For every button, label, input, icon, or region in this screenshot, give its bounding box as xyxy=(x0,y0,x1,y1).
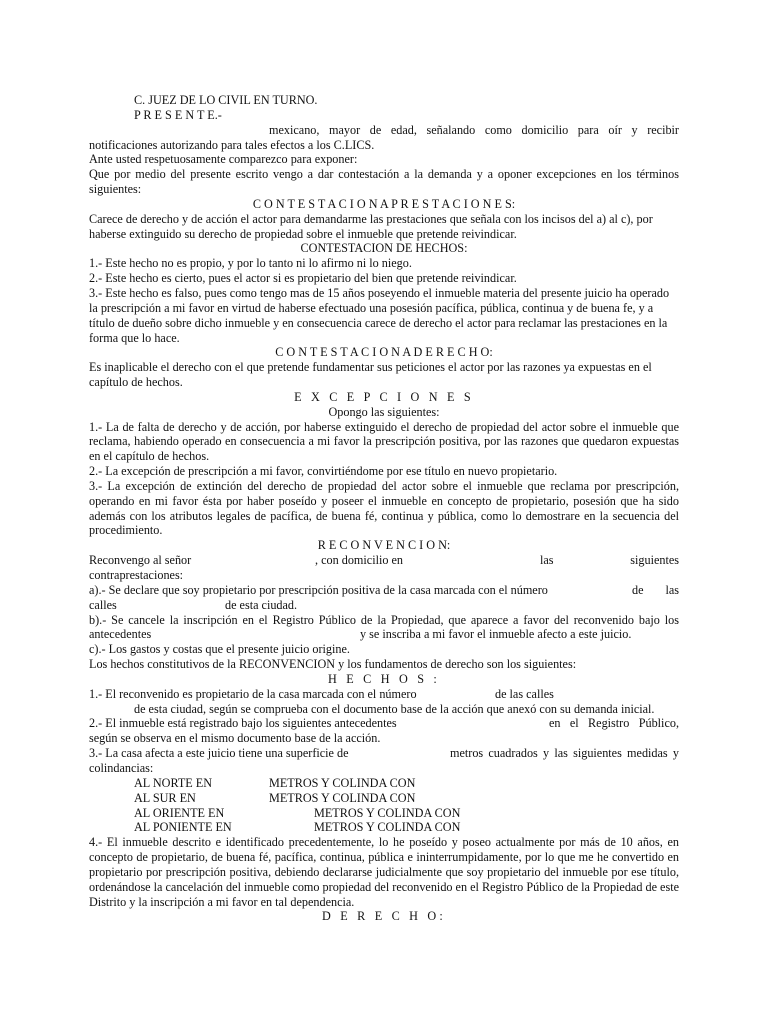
reconvencion-a-line xyxy=(89,583,679,598)
hecho2-3-line xyxy=(89,746,679,761)
hecho2-4: 4.- El inmueble descrito e identificado precedentemente, lo he poseído y poseo actualmente por más de 10 años, en concepto de propietario, de buena fé, pacífica, continua, pública e ininterrumpidamente, por lo que me he convertido en propietario por prescripción positiva, debiendo declararse judicialmente que soy propietario del inmueble por ese título, ordenándose la cancelación del inmueble como propiedad del reconvenido en el Registro Público de la Propiedad de este Distrito y la inscripción a mi favor en tal dependencia. xyxy=(89,835,679,909)
hecho2-2-line xyxy=(89,716,679,731)
hecho2-3-c: colindancias: xyxy=(89,760,154,775)
colindancia-poniente-label: AL PONIENTE EN xyxy=(134,820,232,835)
reconvencion-a-line-2 xyxy=(89,598,679,613)
presente: P R E S E N T E.- xyxy=(134,107,222,122)
hecho-2: 2.- Este hecho es cierto, pues el actor si es propietario del bien que pretende reivindicar. xyxy=(89,271,517,286)
rec-a-las: las xyxy=(665,582,679,597)
hecho2-1-line xyxy=(89,687,679,702)
reconvencion-b-line-2 xyxy=(89,627,679,642)
excepcion-2: 2.- La excepción de prescripción a mi favor, convirtiéndome por ese título en nuevo propietario. xyxy=(89,464,558,479)
derecho-text: Es inaplicable el derecho con el que pretende fundamentar sus peticiones el actor por las razones ya expuestas en el capítulo de hechos. xyxy=(89,360,652,390)
rec-b-inscriba: y se inscriba a mi favor el inmueble afecto a este juicio. xyxy=(360,627,632,642)
rec-a-de: de xyxy=(632,582,644,597)
rec-part-d: siguientes xyxy=(630,553,679,568)
hecho-1: 1.- Este hecho no es propio, y por lo tanto ni lo afirmo ni lo niego. xyxy=(89,256,412,271)
heading-hechos: H E C H O S : xyxy=(327,671,441,686)
document-page xyxy=(89,93,679,924)
colindancia-sur-value: METROS Y COLINDA CON xyxy=(269,790,416,805)
reconvencion-fundamentos: Los hechos constitutivos de la RECONVENCION y los fundamentos de derecho son los siguientes: xyxy=(89,657,577,672)
colindancia-poniente xyxy=(89,820,679,835)
intro-line-3: Ante usted respetuosamente comparezco para exponer: xyxy=(89,152,358,167)
heading-derecho: D E R E C H O: xyxy=(321,909,447,924)
intro-line-1: mexicano, mayor de edad, señalando como domicilio para oír y recibir xyxy=(269,122,679,137)
hecho2-2-b: en el Registro Público, xyxy=(549,716,679,731)
intro-paragraph: Que por medio del presente escrito vengo a dar contestación a la demanda y a oponer excepciones en los términos siguientes: xyxy=(89,167,679,197)
colindancia-sur xyxy=(89,791,679,806)
colindancia-norte-label: AL NORTE EN xyxy=(134,775,213,790)
hecho2-3-b: metros cuadrados y las siguientes medidas y xyxy=(450,746,679,761)
reconvencion-line-2: contraprestaciones: xyxy=(89,568,184,582)
colindancia-oriente-label: AL ORIENTE EN xyxy=(134,805,225,820)
colindancia-sur-label: AL SUR EN xyxy=(134,790,196,805)
reconvencion-b-line: b).- Se cancele la inscripción en el Registro Público de la Propiedad, que aparece a favor del reconvenido bajo los xyxy=(89,612,679,627)
hecho2-2-c: según se observa en el mismo documento base de la acción. xyxy=(89,731,381,746)
colindancia-norte xyxy=(89,776,679,791)
colindancia-oriente xyxy=(89,806,679,821)
hecho2-1-a: 1.- El reconvenido es propietario de la casa marcada con el número xyxy=(89,686,417,701)
heading-contestacion-derecho: C O N T E S T A C I O N A D E R E C H O: xyxy=(275,345,493,360)
excepciones-intro: Opongo las siguientes: xyxy=(328,404,440,419)
hecho2-3-a: 3.- La casa afecta a este juicio tiene una superficie de xyxy=(89,746,349,761)
colindancia-oriente-value: METROS Y COLINDA CON xyxy=(314,805,461,820)
rec-part-b: , con domicilio en xyxy=(315,553,404,568)
rec-a-calles: calles xyxy=(89,597,117,612)
hecho-3: 3.- Este hecho es falso, pues como tengo mas de 15 años poseyendo el inmueble materia del presente juicio ha operado la prescripción a mi favor en virtud de haberse efectuado una posesión pacífica, pública, continua y de buena fe, y a título de dueño sobre dicho inmueble y en consecuencia carece de derecho el actor para reclamar las prestaciones en la forma que lo hace. xyxy=(89,285,670,345)
excepcion-3: 3.- La excepción de extinción del derecho de propiedad del actor sobre el inmueble que reclama por prescripción, operando en mi favor ésta por haber poseído y poseer el inmueble en concepto de propietario, posesión que ha sido además con los atributos legales de pacífica, de buena fé, continua y pública, como lo demostrare en la secuencia del procedimiento. xyxy=(89,478,679,538)
reconvencion-line-1 xyxy=(89,553,679,568)
colindancia-norte-value: METROS Y COLINDA CON xyxy=(269,775,416,790)
heading-prestaciones: C O N T E S T A C I O N A P R E S T A C I O N E S: xyxy=(252,196,516,211)
hecho2-1-b: de las calles xyxy=(495,686,554,701)
rec-a-text: a).- Se declare que soy propietario por prescripción positiva de la casa marcada con el número xyxy=(89,582,548,597)
rec-b-antecedentes: antecedentes xyxy=(89,627,152,642)
addressee: C. JUEZ DE LO CIVIL EN TURNO. xyxy=(134,93,318,107)
heading-reconvencion: R E C O N V E N C I O N: xyxy=(317,538,451,553)
prestaciones-text: Carece de derecho y de acción el actor para demandarme las prestaciones que señala con los incisos del a) al c), por haberse extinguido su derecho de propiedad sobre el inmueble que pretende reivindicar. xyxy=(89,211,653,241)
colindancia-poniente-value: METROS Y COLINDA CON xyxy=(314,820,461,835)
heading-excepciones: E X C E P C I O N E S xyxy=(294,389,474,404)
reconvencion-c-line: c).- Los gastos y costas que el presente juicio origine. xyxy=(89,642,350,657)
rec-part-c: las xyxy=(540,553,554,568)
hecho2-1-c: de esta ciudad, según se comprueba con el documento base de la acción que anexó con su demanda inicial. xyxy=(134,701,655,716)
heading-contestacion-hechos: CONTESTACION DE HECHOS: xyxy=(300,241,468,256)
excepcion-1: 1.- La de falta de derecho y de acción, por haberse extinguido el derecho de propiedad del actor sobre el inmueble que reclama, habiendo operado en consecuencia a mi favor la prescripción positiva, por las razones que quedaron expuestas en el capítulo de hechos. xyxy=(89,419,679,464)
rec-a-ciudad: de esta ciudad. xyxy=(225,597,298,612)
hecho2-2-a: 2.- El inmueble está registrado bajo los siguientes antecedentes xyxy=(89,716,397,731)
rec-part-a: Reconvengo al señor xyxy=(89,553,192,568)
intro-line-2: notificaciones autorizando para tales efectos a los C.LICS. xyxy=(89,137,375,152)
